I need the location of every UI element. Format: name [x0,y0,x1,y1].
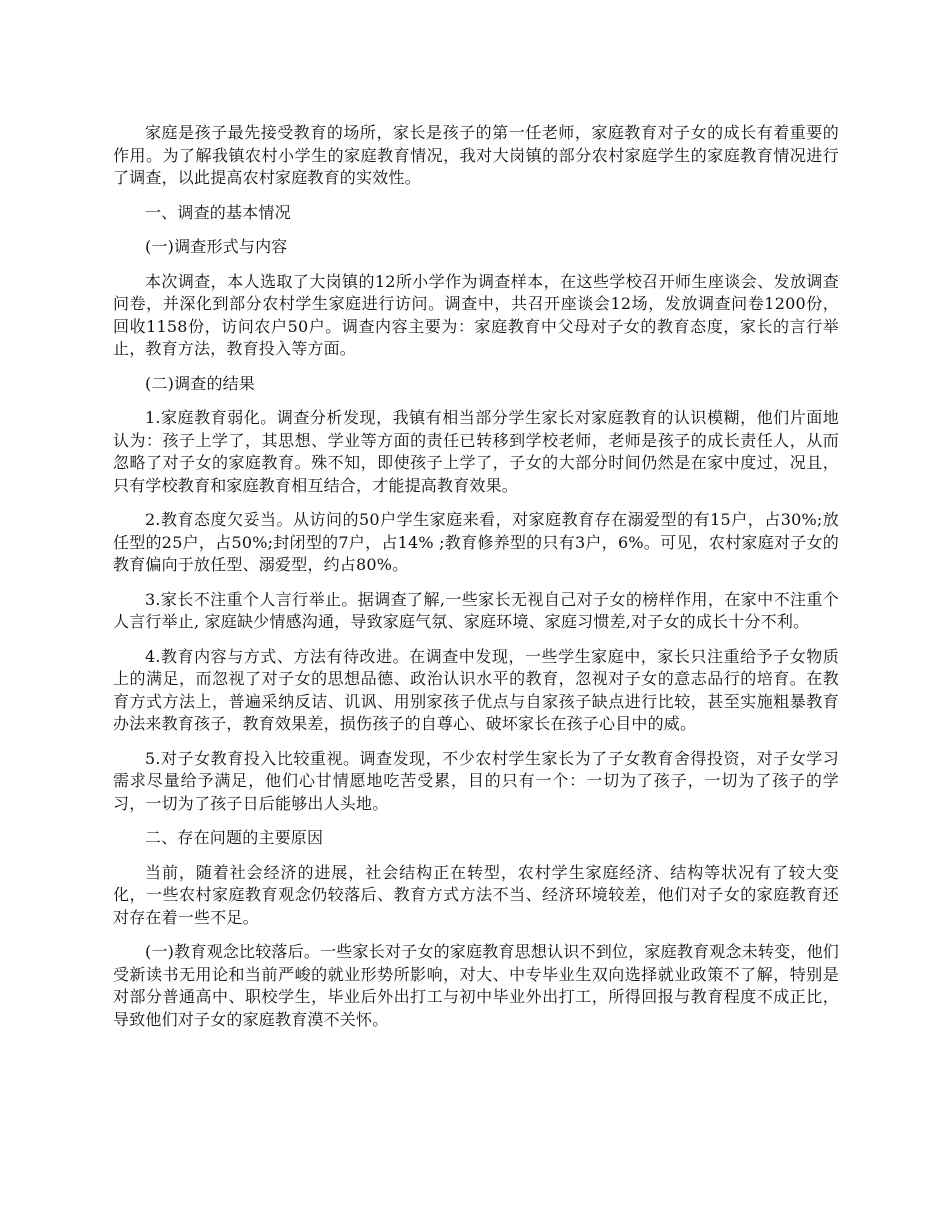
subsection-heading-1: (一)调查形式与内容 [145,237,288,256]
section-heading-1: 一、调查的基本情况 [145,202,291,222]
subsection-heading-2: (二)调查的结果 [145,373,256,393]
survey-method-paragraph: 本次调查，本人选取了大岗镇的12所小学作为调查样本，在这些学校召开师生座谈会、发放调查问卷，并深化到部分农村学生家庭进行访问。调查中，共召开座谈会12场，发放调查问卷1200份，回收1158份，访问农户50户。调查内容主要为：家庭教育中父母对子女的教育态度，家长的言行举止，教育方法，教育投入等方面。 [113,271,839,358]
intro-paragraph: 家庭是孩子最先接受教育的场所，家长是孩子的第一任老师，家庭教育对子女的成长有着重要的作用。为了解我镇农村小学生的家庭教育情况，我对大岗镇的部分农村家庭学生的家庭教育情况进行了调查，以此提高农村家庭教育的实效性。 [113,123,839,187]
section-heading-2: 二、存在问题的主要原因 [145,828,324,847]
result-paragraph-1: 1.家庭教育弱化。调查分析发现，我镇有相当部分学生家长对家庭教育的认识模糊，他们片面地认为：孩子上学了，其思想、学业等方面的责任已转移到学校老师，老师是孩子的成长责任人，从而忽略了对子女的家庭教育。殊不知，即使孩子上学了，子女的大部分时间仍然是在家中度过，况且，只有学校教育和家庭教育相互结合，才能提高教育效果。 [113,408,839,495]
result-paragraph-2: 2.教育态度欠妥当。从访问的50户学生家庭来看，对家庭教育存在溺爱型的有15户，占30%;放任型的25户，占50%;封闭型的7户，占14% ;教育修养型的只有3户，6%。可见，农村家庭对子女的教育偏向于放任型、溺爱型，约占80%。 [113,510,839,574]
cause-paragraph-1: (一)教育观念比较落后。一些家长对子女的家庭教育思想认识不到位，家庭教育观念未转变，他们受新读书无用论和当前严峻的就业形势所影响，对大、中专毕业生双向选择就业政策不了解，特别是对部分普通高中、职校学生，毕业后外出打工与初中毕业外出打工，所得回报与教育程度不成正比，导致他们对子女的家庭教育漠不关怀。 [113,942,839,1029]
cause-intro-paragraph: 当前，随着社会经济的进展，社会结构正在转型，农村学生家庭经济、结构等状况有了较大变化，一些农村家庭教育观念仍较落后、教育方式方法不当、经济环境较差，他们对子女的家庭教育还对存在着一些不足。 [113,862,839,927]
result-paragraph-3: 3.家长不注重个人言行举止。据调查了解,一些家长无视自己对子女的榜样作用，在家中不注重个人言行举止, 家庭缺少情感沟通，导致家庭气氛、家庭环境、家庭习惯差,对子女的成长十分不利。 [113,589,839,631]
result-paragraph-4: 4.教育内容与方式、方法有待改进。在调查中发现，一些学生家庭中，家长只注重给予子女物质上的满足，而忽视了对子女的思想品德、政治认识水平的教育，忽视对子女的意志品行的培育。在教育方式方法上，普遍采纳反诘、讥讽、用别家孩子优点与自家孩子缺点进行比较，甚至实施粗暴教育办法来教育孩子，教育效果差，损伤孩子的自尊心、破坏家长在孩子心目中的威。 [113,646,839,733]
document-body [113,122,839,1043]
result-paragraph-5: 5.对子女教育投入比较重视。调查发现，不少农村学生家长为了子女教育舍得投资，对子女学习需求尽量给予满足，他们心甘情愿地吃苦受累，目的只有一个：一切为了孩子，一切为了孩子的学习，一切为了孩子日后能够出人头地。 [113,748,839,813]
